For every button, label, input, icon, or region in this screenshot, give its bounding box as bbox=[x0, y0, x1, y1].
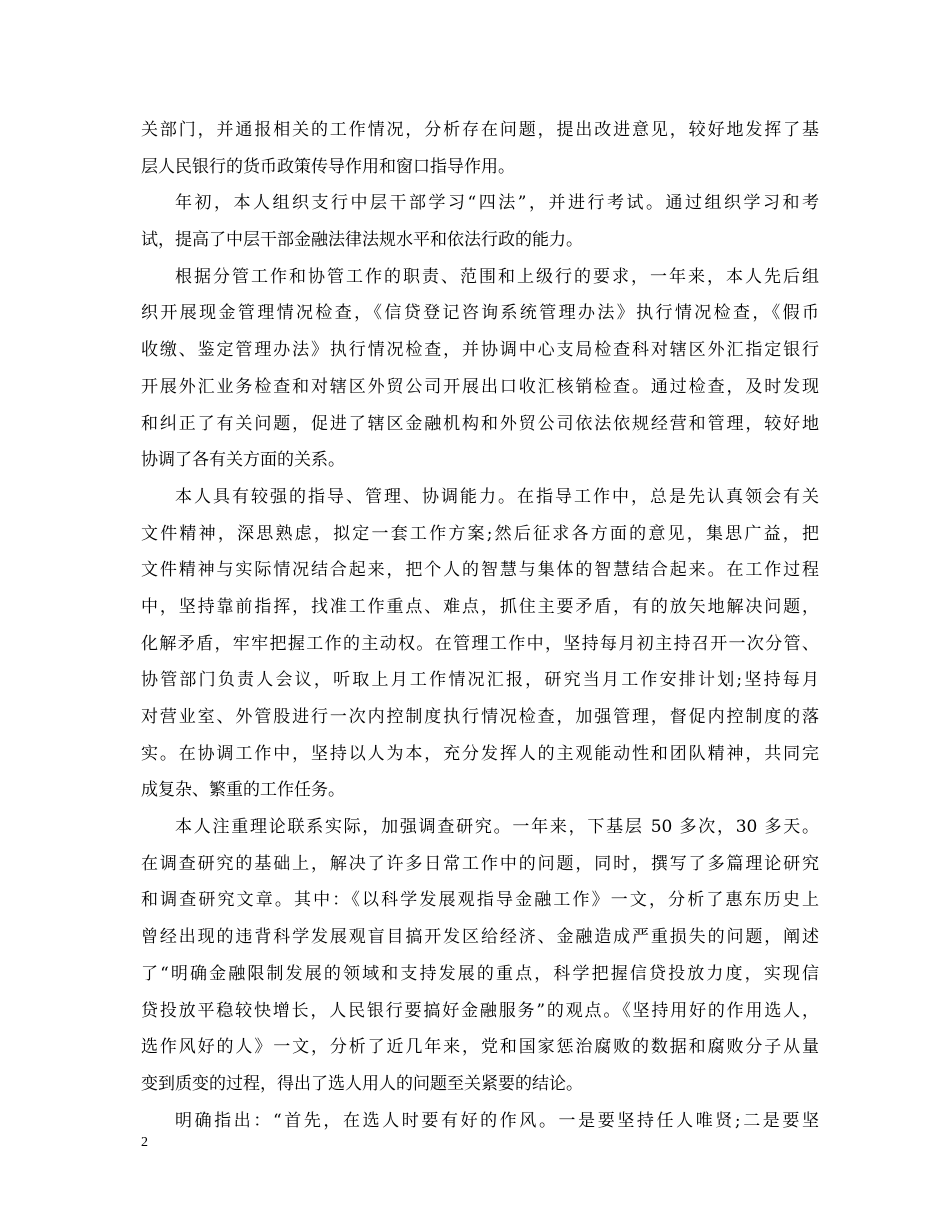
text-line: 实。在协调工作中，坚持以人为本，充分发挥人的主观能动性和团队精神，共同完 bbox=[141, 743, 819, 764]
text-line: 根据分管工作和协管工作的职责、范围和上级行的要求，一年来，本人先后组 bbox=[175, 266, 819, 287]
text-line: 试，提高了中层干部金融法律法规水平和依法行政的能力。 bbox=[141, 230, 583, 251]
text-line: 本人注重理论联系实际，加强调查研究。一年来，下基层 50 多次，30 多天。 bbox=[175, 817, 819, 838]
text-line: 对营业室、外管股进行一次内控制度执行情况检查，加强管理，督促内控制度的落 bbox=[141, 707, 819, 727]
text-line: 中，坚持靠前指挥，找准工作重点、难点，抓住主要矛盾，有的放矢地解决问题， bbox=[141, 596, 819, 617]
text-line: 和纠正了有关问题，促进了辖区金融机构和外贸公司依法依规经营和管理，较好地 bbox=[141, 413, 819, 434]
text-line: 开展外汇业务检查和对辖区外贸公司开展出口收汇核销检查。通过检查，及时发现 bbox=[141, 376, 819, 397]
text-line: 成复杂、繁重的工作任务。 bbox=[141, 780, 345, 801]
text-line: 协管部门负责人会议，听取上月工作情况汇报，研究当月工作安排计划;坚持每月 bbox=[141, 670, 819, 691]
text-line: 织开展现金管理情况检查，《信贷登记咨询系统管理办法》执行情况检查，《假币 bbox=[141, 303, 819, 324]
text-line: 文件精神与实际情况结合起来，把个人的智慧与集体的智慧结合起来。在工作过程 bbox=[141, 560, 819, 581]
text-line: 选作风好的人》一文，分析了近几年来，党和国家惩治腐败的数据和腐败分子从量 bbox=[141, 1037, 819, 1058]
text-line: 变到质变的过程，得出了选人用人的问题至关紧要的结论。 bbox=[141, 1073, 583, 1094]
text-line: 在调查研究的基础上，解决了许多日常工作中的问题，同时，撰写了多篇理论研究 bbox=[141, 853, 819, 874]
text-line: 本人具有较强的指导、管理、协调能力。在指导工作中，总是先认真领会有关 bbox=[175, 486, 819, 507]
text-line: 文件精神，深思熟虑，拟定一套工作方案;然后征求各方面的意见，集思广益，把 bbox=[141, 523, 819, 544]
text-line: 贷投放平稳较快增长，人民银行要搞好金融服务”的观点。《坚持用好的作用选人， bbox=[141, 1000, 819, 1021]
text-line: 协调了各有关方面的关系。 bbox=[141, 450, 345, 471]
text-line: 关部门，并通报相关的工作情况，分析存在问题，提出改进意见，较好地发挥了基 bbox=[141, 120, 819, 140]
text-line: 层人民银行的货币政策传导作用和窗口指导作用。 bbox=[141, 156, 515, 177]
text-line: 曾经出现的违背科学发展观盲目搞开发区给经济、金融造成严重损失的问题，阐述 bbox=[141, 927, 819, 948]
document-body bbox=[141, 112, 819, 1139]
text-line: 了“明确金融限制发展的领域和支持发展的重点，科学把握信贷投放力度，实现信 bbox=[141, 963, 819, 984]
text-line: 和调查研究文章。其中：《以科学发展观指导金融工作》一文，分析了惠东历史上 bbox=[141, 890, 819, 911]
text-line: 明确指出：“首先，在选人时要有好的作风。一是要坚持任人唯贤;二是要坚 bbox=[175, 1110, 819, 1131]
text-line: 年初，本人组织支行中层干部学习“四法”，并进行考试。通过组织学习和考 bbox=[175, 193, 819, 214]
text-line: 收缴、鉴定管理办法》执行情况检查，并协调中心支局检查科对辖区外汇指定银行 bbox=[141, 340, 819, 361]
page-number: 2 bbox=[141, 1135, 148, 1150]
text-line: 化解矛盾，牢牢把握工作的主动权。在管理工作中，坚持每月初主持召开一次分管、 bbox=[141, 633, 819, 654]
